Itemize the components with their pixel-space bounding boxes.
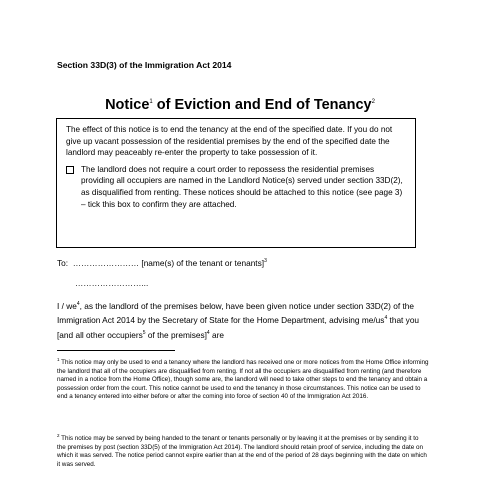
statement-mark-2: 4 [384, 315, 388, 322]
tenant-name-field-line-2[interactable]: ……………………... [75, 278, 149, 288]
court-order-checkbox-row [66, 164, 407, 210]
notice-effect-text: The effect of this notice is to end the tenancy at the end of the specified date. If you do not give up vacant possession of the residential premises by the end of the specified date the landlord may peaceably re-enter the property to take possession of it. [66, 125, 393, 158]
footnote-1-text: This notice may only be used to end a tenancy where the landlord has received one or more notices from the Home Office informing the landlord that all of the occupiers are disqualified from renting. If not all the occupiers are disqualified from renting (and therefore named in a notice from the Home Office), though some are, the landlord will need to take other steps to end the tenancy and obtain a possession order from the court. This notice cannot be used to end the tenancy in those circumstances. This notice can be used to end a tenancy entered into either before or after the coming into force of section 40 of the Immigration Act 2016. [57, 359, 429, 401]
footnote-divider [57, 350, 175, 351]
statement-mark-3: 5 [142, 329, 146, 336]
statement-text-2: , as the landlord of the premises below, have been given notice under section 33D(2) of the Immigration Act 2014 by the Secretary of State for the Home Department, advising me/us [57, 301, 414, 326]
title-footnote-mark-2: 2 [371, 99, 375, 105]
to-label: To: [57, 258, 69, 268]
title-text-rest: of Eviction and End of Tenancy [152, 97, 372, 113]
statement-text-3: that you [and all other occupiers [57, 315, 420, 340]
notice-effect-box [56, 118, 416, 248]
statement-text-1: I / we [57, 301, 77, 311]
tenant-name-line [57, 258, 267, 268]
court-order-checkbox-label: The landlord does not require a court order to repossess the residential premises providing all occupiers are named in the Landlord Notice(s) served under section 33D(2), as disqualified from renting. These notices should be attached to this notice (see page 3) – tick this box to confirm they are attached. [81, 164, 403, 209]
statement-mark-1: 4 [76, 301, 80, 307]
section-reference: Section 33D(3) of the Immigration Act 2014 [57, 60, 232, 70]
tenant-name-field[interactable]: …………………… [name(s) of the tenant or tenants] [72, 258, 265, 268]
statement-text-4: of the premises] [145, 329, 207, 340]
statement-mark-4: 4 [206, 329, 210, 336]
footnote-2-mark: 2 [57, 433, 60, 438]
landlord-statement [57, 298, 427, 341]
footnote-2 [57, 432, 429, 469]
footnote-1 [57, 356, 429, 402]
page-title [0, 97, 480, 113]
title-text-notice: Notice [105, 97, 150, 113]
footnote-2-text: This notice may be served by being handed to the tenant or tenants personally or by leaving it at the premises or by sending it to the premises by post (section 33D(5) of the Immigration Act 2014). The landlord should retain proof of service, including the date on which it was served. The notice period cannot expire earlier than at the end of the period of 28 days beginning with the date on which it was served. [57, 435, 427, 468]
statement-text-5: are [209, 329, 224, 340]
title-footnote-mark-1: 1 [149, 99, 153, 105]
tenant-footnote-mark: 3 [264, 258, 267, 264]
footnote-1-mark: 1 [57, 357, 60, 362]
court-order-checkbox[interactable] [66, 166, 74, 174]
